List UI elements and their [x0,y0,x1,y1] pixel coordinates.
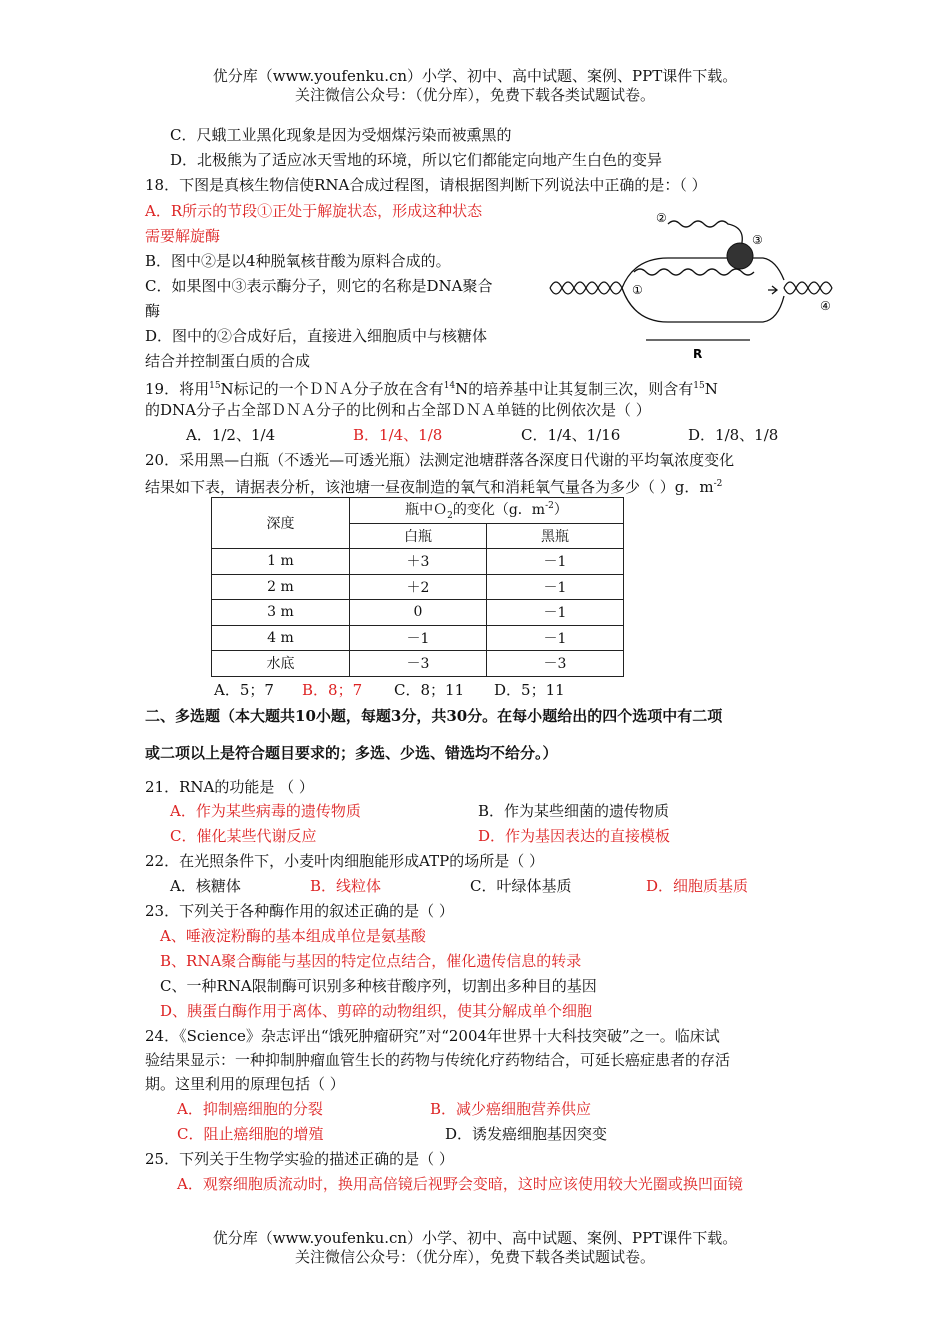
table-header-depth: 深度 [212,498,350,549]
q19-option-c: C．1/4、1/16 [521,426,621,444]
q23-option-b: B、RNA聚合酶能与基因的特定位点结合，催化遗传信息的转录 [160,952,582,970]
q20-option-d: D．5；11 [494,681,565,699]
q22-option-c: C．叶绿体基质 [470,877,572,895]
q24-option-c: C．阻止癌细胞的增殖 [177,1125,324,1143]
footer-line-1: 优分库（www.youfenku.cn）小学、初中、高中试题、案例、PPT课件下载。 [212,1229,738,1247]
cell-white: ＋2 [350,574,487,600]
q18-option-c: C．如果图中③表示酶分子，则它的名称是DNA聚合 [145,277,493,295]
q21-option-a: A．作为某些病毒的遗传物质 [170,802,361,820]
cell-depth: 水底 [212,651,350,677]
q23-option-c: C、一种RNA限制酶可识别多种核苷酸序列，切割出多种目的基因 [160,977,597,995]
cell-depth: 3 m [212,600,350,626]
cell-white: 0 [350,600,487,626]
label-3: ③ [752,233,763,247]
q18-option-d-cont: 结合并控制蛋白质的合成 [145,352,311,370]
q23-option-d: D、胰蛋白酶作用于离体、剪碎的动物组织，使其分解成单个细胞 [160,1002,593,1020]
q18-option-a: A．R所示的节段①正处于解旋状态，形成这种状态 [145,202,483,220]
label-1: ① [632,283,643,297]
table-row [212,549,624,575]
table-row [212,574,624,600]
q24-option-a: A．抑制癌细胞的分裂 [177,1100,323,1118]
q18-stem: 18．下图是真核生物信使RNA合成过程图，请根据图判断下列说法中正确的是：（ ） [145,176,707,194]
q24-stem-cont: 验结果显示：一种抑制肿瘤血管生长的药物与传统化疗药物结合，可延长癌症患者的存活 [145,1051,731,1069]
cell-white: ＋3 [350,549,487,575]
q23-option-a: A、唾液淀粉酶的基本组成单位是氨基酸 [160,927,426,945]
q22-option-a: A．核糖体 [170,877,241,895]
q21-stem: 21．RNA的功能是 （ ） [145,778,314,796]
q22-option-d: D．细胞质基质 [646,877,749,895]
q19-option-b: B．1/4、1/8 [353,426,443,444]
q19-stem-cont: 的DNA分子占全部ＤＮＡ分子的比例和占全部ＤＮＡ单链的比例依次是（ ） [145,401,651,419]
section-2-heading: 二、多选题（本大题共10小题，每题3分，共30分。在每小题给出的四个选项中有二项 [145,707,723,725]
q21-option-b: B．作为某些细菌的遗传物质 [478,802,670,820]
q24-stem: 24．《Science》杂志评出“饿死肿瘤研究”对“2004年世界十大科技突破”之一。临床试 [145,1027,720,1045]
q22-stem: 22．在光照条件下，小麦叶肉细胞能形成ATP的场所是（ ） [145,852,544,870]
q23-stem: 23．下列关于各种酶作用的叙述正确的是（ ） [145,902,454,920]
q24-option-b: B．减少癌细胞营养供应 [430,1100,592,1118]
oxygen-table [211,497,624,677]
q20-option-a: A．5；7 [214,681,274,699]
cell-depth: 4 m [212,625,350,651]
q19-stem: 19．将用$^{15}$N标记的一个ＤＮＡ分子放在含有$^{14}$N的培养基中让其复制三次，则含有$^{15}$N [145,380,718,398]
q18-option-a-cont: 需要解旋酶 [145,227,221,245]
table-header-black: 黑瓶 [487,523,624,549]
q20-stem: 20．采用黑—白瓶（不透光—可透光瓶）法测定池塘群落各深度日代谢的平均氧浓度变化 [145,451,735,469]
table-row [212,600,624,626]
q21-option-c: C．催化某些代谢反应 [170,827,317,845]
cell-white: －1 [350,625,487,651]
q17-option-c: C．尺蛾工业黑化现象是因为受烟煤污染而被熏黑的 [170,126,512,144]
q20-stem-cont: 结果如下表，请据表分析，该池塘一昼夜制造的氧气和消耗氧气量各为多少（ ）g．$m^{-2}$ [145,478,723,496]
q25-stem: 25．下列关于生物学实验的描述正确的是（ ） [145,1150,454,1168]
footer-line-2: 关注微信公众号：（优分库），免费下载各类试题试卷。 [294,1248,655,1266]
cell-black: －1 [487,625,624,651]
table-row [212,625,624,651]
cell-black: －1 [487,600,624,626]
section-2-heading-cont: 或二项以上是符合题目要求的；多选、少选、错选均不给分。） [145,744,558,762]
cell-depth: 2 m [212,574,350,600]
cell-white: －3 [350,651,487,677]
header-line-1: 优分库（www.youfenku.cn）小学、初中、高中试题、案例、PPT课件下载。 [212,67,738,85]
table-header-change: 瓶中Ｏ$_2$的变化（g．$m^{-2}$） [350,498,624,524]
table-header-white: 白瓶 [350,523,487,549]
q18-option-b: B．图中②是以4种脱氧核苷酸为原料合成的。 [145,252,451,270]
q19-option-d: D．1/8、1/8 [688,426,779,444]
label-r: R [693,347,703,361]
q24-option-d: D．诱发癌细胞基因突变 [445,1125,608,1143]
q22-option-b: B．线粒体 [310,877,382,895]
q20-option-b: B．8；7 [302,681,363,699]
cell-black: －3 [487,651,624,677]
q17-option-d: D．北极熊为了适应冰天雪地的环境，所以它们都能定向地产生白色的变异 [170,151,663,169]
label-2: ② [656,211,667,225]
q18-option-d: D．图中的②合成好后，直接进入细胞质中与核糖体 [145,327,488,345]
cell-black: －1 [487,574,624,600]
q24-stem-cont-2: 期。这里利用的原理包括（ ） [145,1075,345,1093]
q25-option-a: A．观察细胞质流动时，换用高倍镜后视野会变暗，这时应该使用较大光圈或换凹面镜 [177,1175,743,1193]
transcription-diagram [548,200,838,370]
q21-option-d: D．作为基因表达的直接模板 [478,827,671,845]
q20-option-c: C．8；11 [394,681,465,699]
cell-black: －1 [487,549,624,575]
header-line-2: 关注微信公众号：（优分库），免费下载各类试题试卷。 [294,86,655,104]
table-row [212,651,624,677]
cell-depth: 1 m [212,549,350,575]
q19-option-a: A．1/2、1/4 [186,426,276,444]
q18-option-c-cont: 酶 [145,302,161,320]
label-4: ④ [820,299,831,313]
